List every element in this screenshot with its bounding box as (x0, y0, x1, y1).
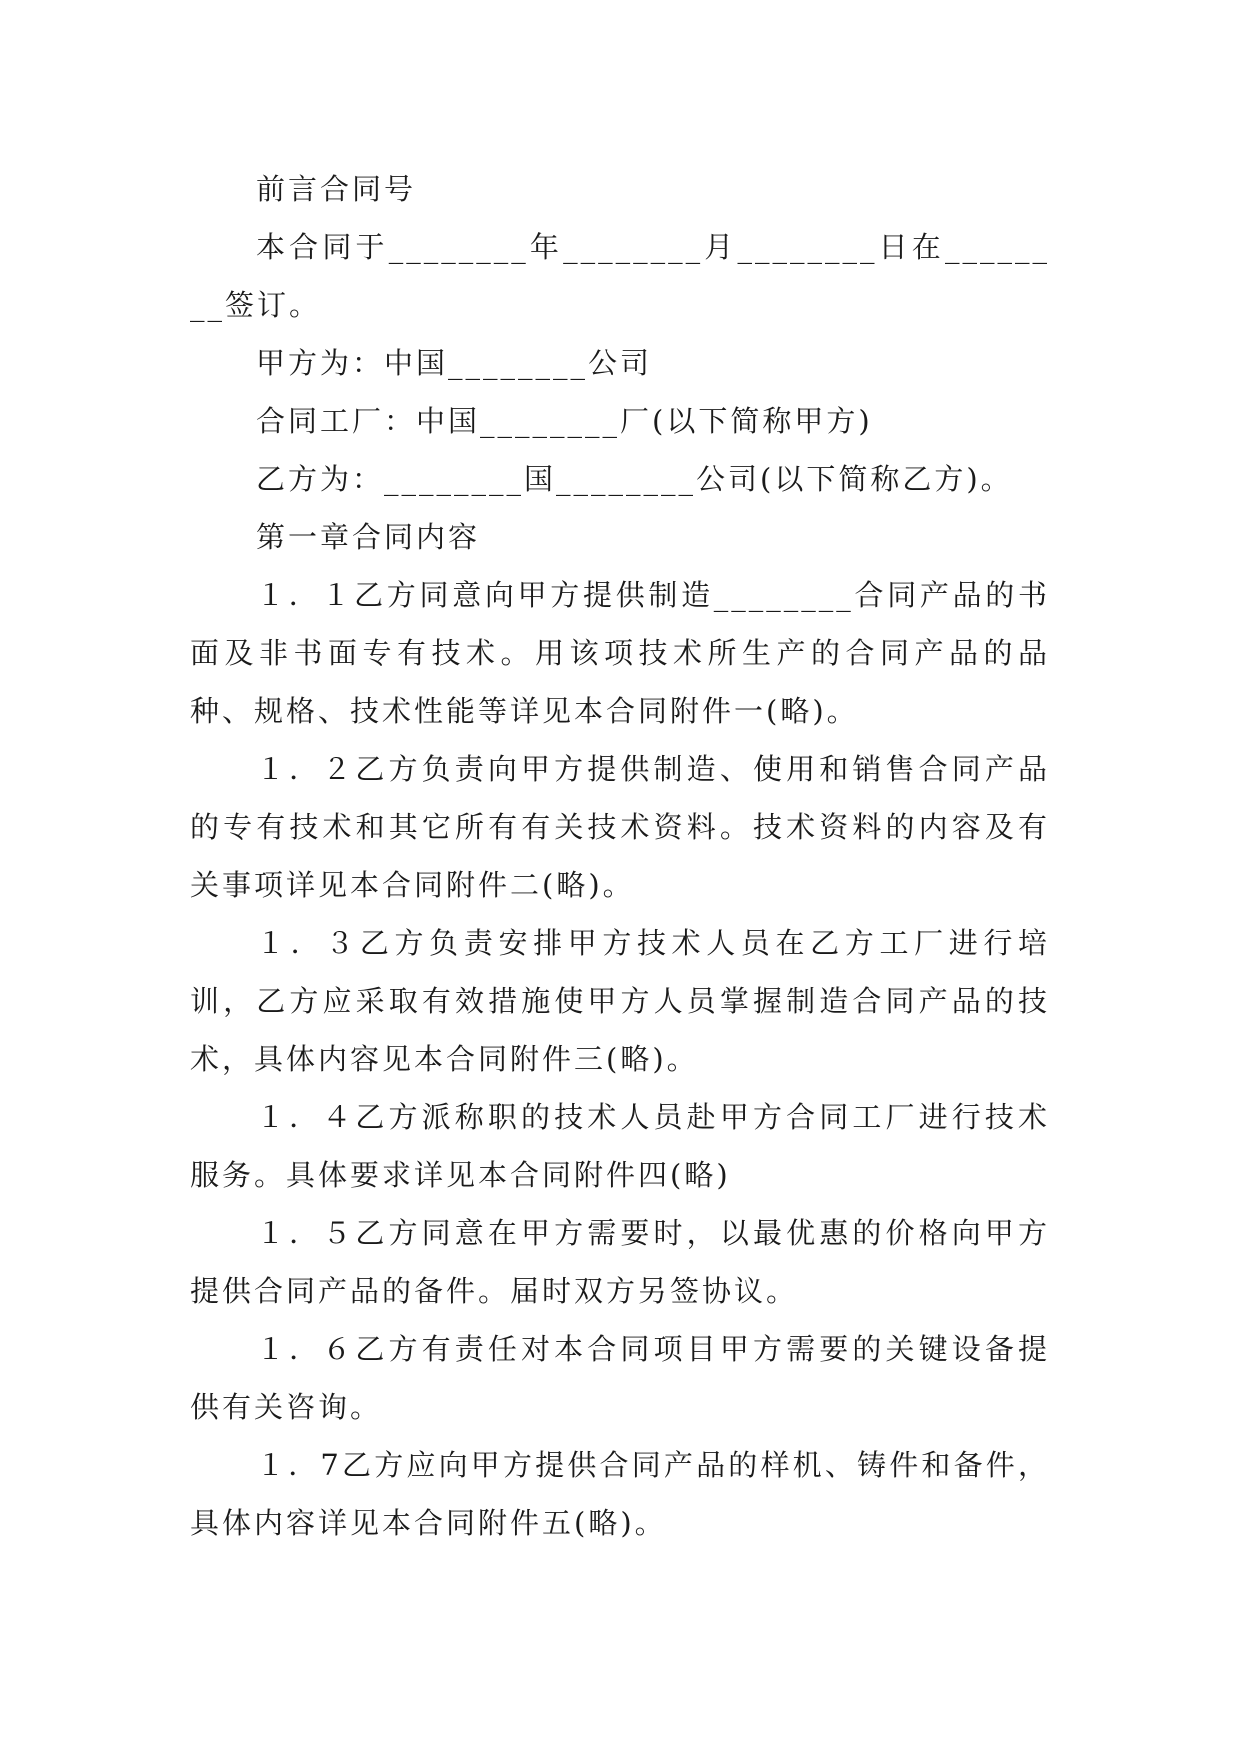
signing-date-place: 本合同于________年________月________日在________签订。 (190, 230, 1050, 322)
clause-1-3: １．３乙方负责安排甲方技术人员在乙方工厂进行培训，乙方应采取有效措施使甲方人员掌握制造合同产品的技术，具体内容见本合同附件三(略)。 (190, 926, 1050, 1076)
party-a: 甲方为：中国________公司 (256, 346, 653, 380)
clause-1-4: １．４乙方派称职的技术人员赴甲方合同工厂进行技术服务。具体要求详见本合同附件四(略) (190, 1100, 1050, 1192)
clause-1-6: １．６乙方有责任对本合同项目甲方需要的关键设备提供有关咨询。 (190, 1332, 1050, 1424)
preface-contract-number: 前言合同号 (256, 172, 417, 206)
contract-factory: 合同工厂：中国________厂(以下简称甲方) (256, 404, 873, 438)
chapter-one-heading: 第一章合同内容 (256, 520, 481, 554)
clause-1-2: １．２乙方负责向甲方提供制造、使用和销售合同产品的专有技术和其它所有有关技术资料。技术资料的内容及有关事项详见本合同附件二(略)。 (190, 752, 1050, 902)
clause-1-7: １．7乙方应向甲方提供合同产品的样机、铸件和备件，具体内容详见本合同附件五(略)。 (190, 1448, 1050, 1540)
document-body (190, 160, 1050, 1552)
clause-1-1: １．１乙方同意向甲方提供制造________合同产品的书面及非书面专有技术。用该项技术所生产的合同产品的品种、规格、技术性能等详见本合同附件一(略)。 (190, 578, 1050, 728)
party-b: 乙方为：________国________公司(以下简称乙方)。 (256, 462, 1013, 496)
clause-1-5: １．５乙方同意在甲方需要时，以最优惠的价格向甲方提供合同产品的备件。届时双方另签协议。 (190, 1216, 1050, 1308)
